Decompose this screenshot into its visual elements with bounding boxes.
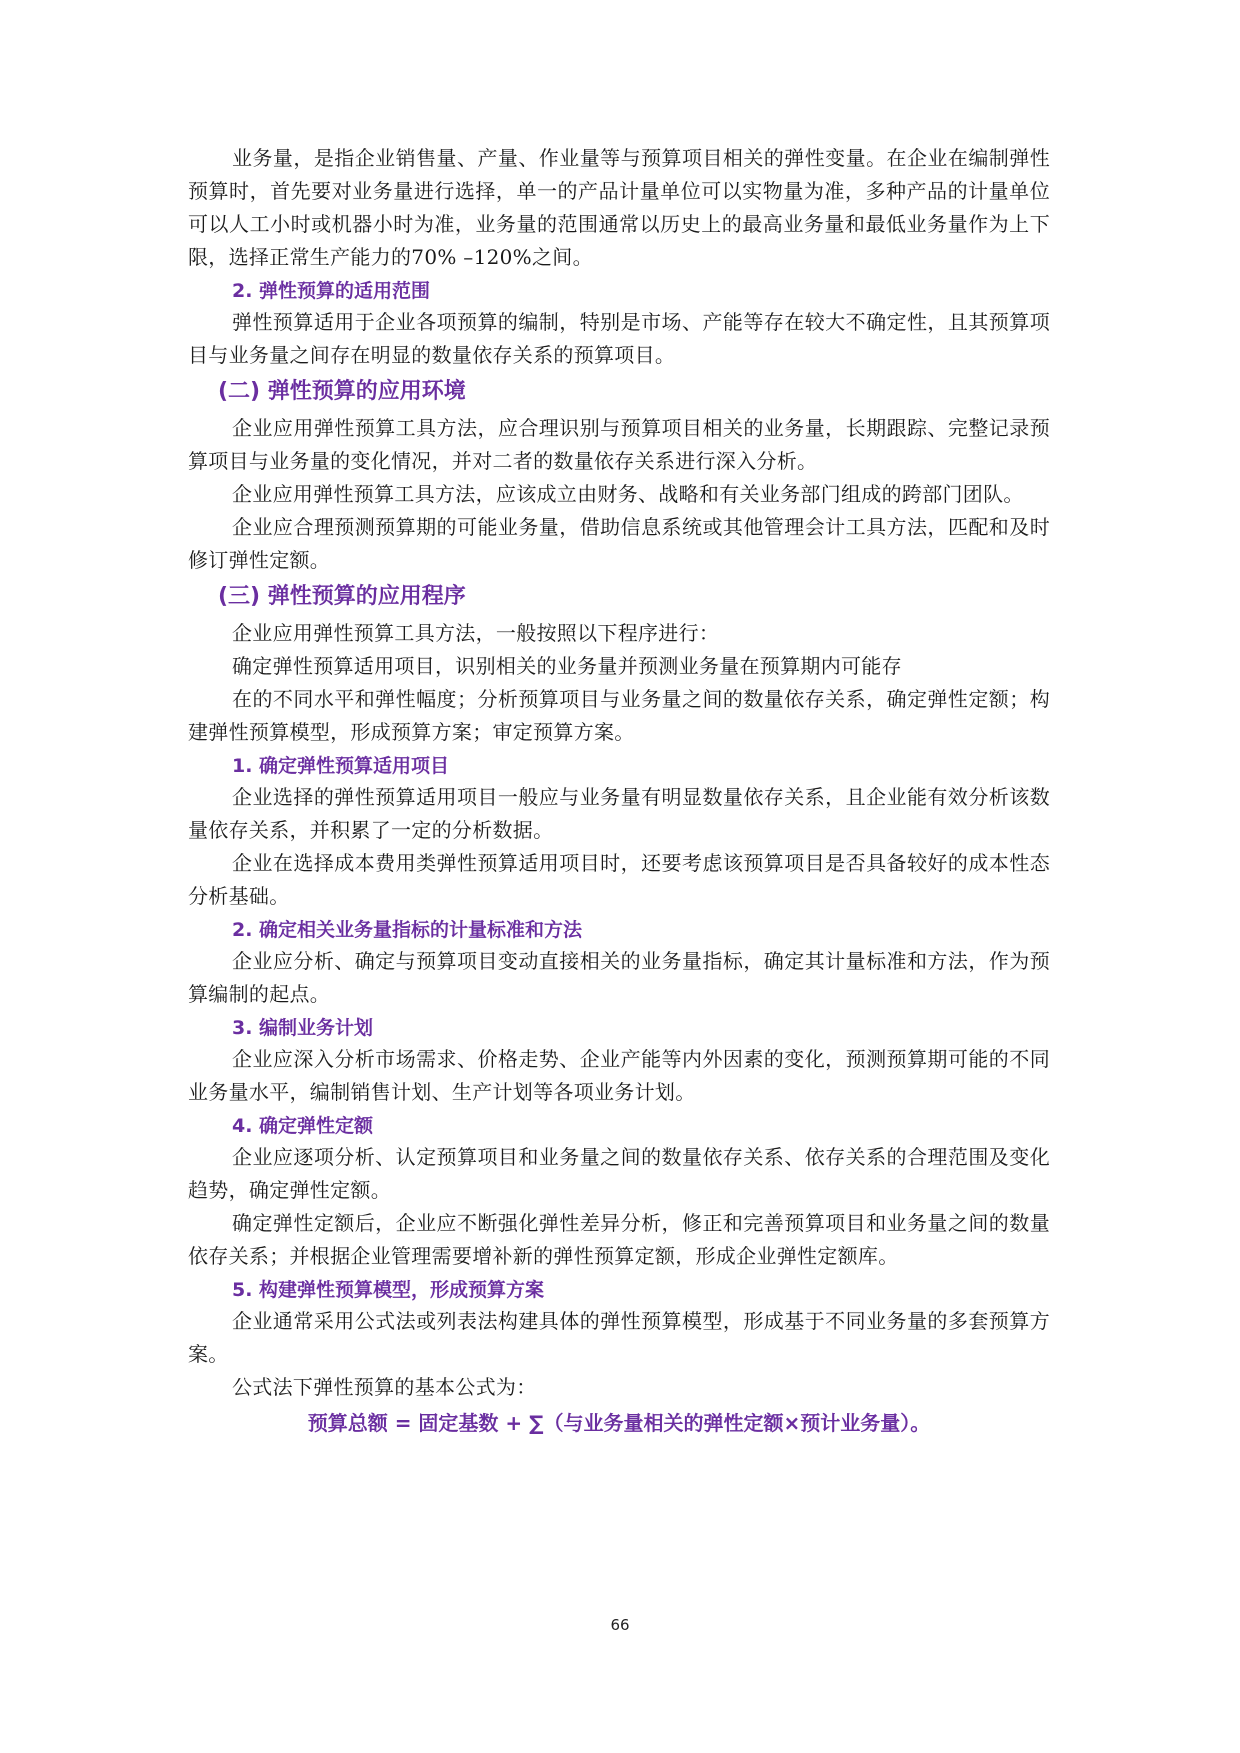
heading-step-2: 2. 确定相关业务量指标的计量标准和方法 bbox=[232, 919, 583, 941]
paragraph-step-4b: 确定弹性定额后，企业应不断强化弹性差异分析，修正和完善预算项目和业务量之间的数量依存关系；并根据企业管理需要增补新的弹性预算定额，形成企业弹性定额库。 bbox=[188, 1211, 1050, 1268]
paragraph-step-1a: 企业选择的弹性预算适用项目一般应与业务量有明显数量依存关系，且企业能有效分析该数量依存关系，并积累了一定的分析数据。 bbox=[188, 785, 1050, 842]
page-content bbox=[188, 142, 1050, 1438]
heading-step-3: 3. 编制业务计划 bbox=[232, 1017, 374, 1039]
heading-step-1: 1. 确定弹性预算适用项目 bbox=[232, 755, 450, 777]
paragraph-environment-2: 企业应用弹性预算工具方法，应该成立由财务、战略和有关业务部门组成的跨部门团队。 bbox=[232, 482, 1024, 506]
heading-step-4: 4. 确定弹性定额 bbox=[232, 1115, 374, 1137]
paragraph-step-2: 企业应分析、确定与预算项目变动直接相关的业务量指标，确定其计量标准和方法，作为预算编制的起点。 bbox=[188, 949, 1050, 1006]
procedure-line-3: 在的不同水平和弹性幅度；分析预算项目与业务量之间的数量依存关系，确定弹性定额；构建弹性预算模型，形成预算方案；审定预算方案。 bbox=[188, 687, 1050, 744]
budget-formula: 预算总额 = 固定基数 + ∑（与业务量相关的弹性定额×预计业务量）。 bbox=[307, 1411, 931, 1435]
paragraph-scope: 弹性预算适用于企业各项预算的编制，特别是市场、产能等存在较大不确定性，且其预算项目与业务量之间存在明显的数量依存关系的预算项目。 bbox=[188, 310, 1050, 367]
paragraph-step-5a: 企业通常采用公式法或列表法构建具体的弹性预算模型，形成基于不同业务量的多套预算方案。 bbox=[188, 1309, 1050, 1366]
paragraph-step-4a: 企业应逐项分析、认定预算项目和业务量之间的数量依存关系、依存关系的合理范围及变化趋势，确定弹性定额。 bbox=[188, 1145, 1050, 1202]
paragraph-business-volume: 业务量，是指企业销售量、产量、作业量等与预算项目相关的弹性变量。在企业在编制弹性预算时，首先要对业务量进行选择，单一的产品计量单位可以实物量为准，多种产品的计量单位可以人工小时或机器小时为准，业务量的范围通常以历史上的最高业务量和最低业务量作为上下限，选择正常生产能力的70% –120%之间。 bbox=[188, 146, 1050, 269]
procedure-line-1: 企业应用弹性预算工具方法，一般按照以下程序进行： bbox=[232, 621, 720, 645]
heading-procedure: (三) 弹性预算的应用程序 bbox=[218, 584, 466, 609]
paragraph-step-5b: 公式法下弹性预算的基本公式为： bbox=[232, 1375, 537, 1399]
page-number: 66 bbox=[610, 1616, 630, 1634]
paragraph-environment-1: 企业应用弹性预算工具方法，应合理识别与预算项目相关的业务量，长期跟踪、完整记录预算项目与业务量的变化情况，并对二者的数量依存关系进行深入分析。 bbox=[188, 416, 1050, 473]
paragraph-step-1b: 企业在选择成本费用类弹性预算适用项目时，还要考虑该预算项目是否具备较好的成本性态分析基础。 bbox=[188, 851, 1050, 908]
heading-step-5: 5. 构建弹性预算模型，形成预算方案 bbox=[232, 1279, 545, 1301]
heading-scope: 2. 弹性预算的适用范围 bbox=[232, 280, 431, 302]
heading-environment: (二) 弹性预算的应用环境 bbox=[218, 379, 466, 404]
paragraph-step-3: 企业应深入分析市场需求、价格走势、企业产能等内外因素的变化，预测预算期可能的不同业务量水平，编制销售计划、生产计划等各项业务计划。 bbox=[188, 1047, 1050, 1104]
procedure-line-2: 确定弹性预算适用项目，识别相关的业务量并预测业务量在预算期内可能存 bbox=[232, 654, 902, 678]
paragraph-environment-3: 企业应合理预测预算期的可能业务量，借助信息系统或其他管理会计工具方法，匹配和及时修订弹性定额。 bbox=[188, 515, 1050, 572]
